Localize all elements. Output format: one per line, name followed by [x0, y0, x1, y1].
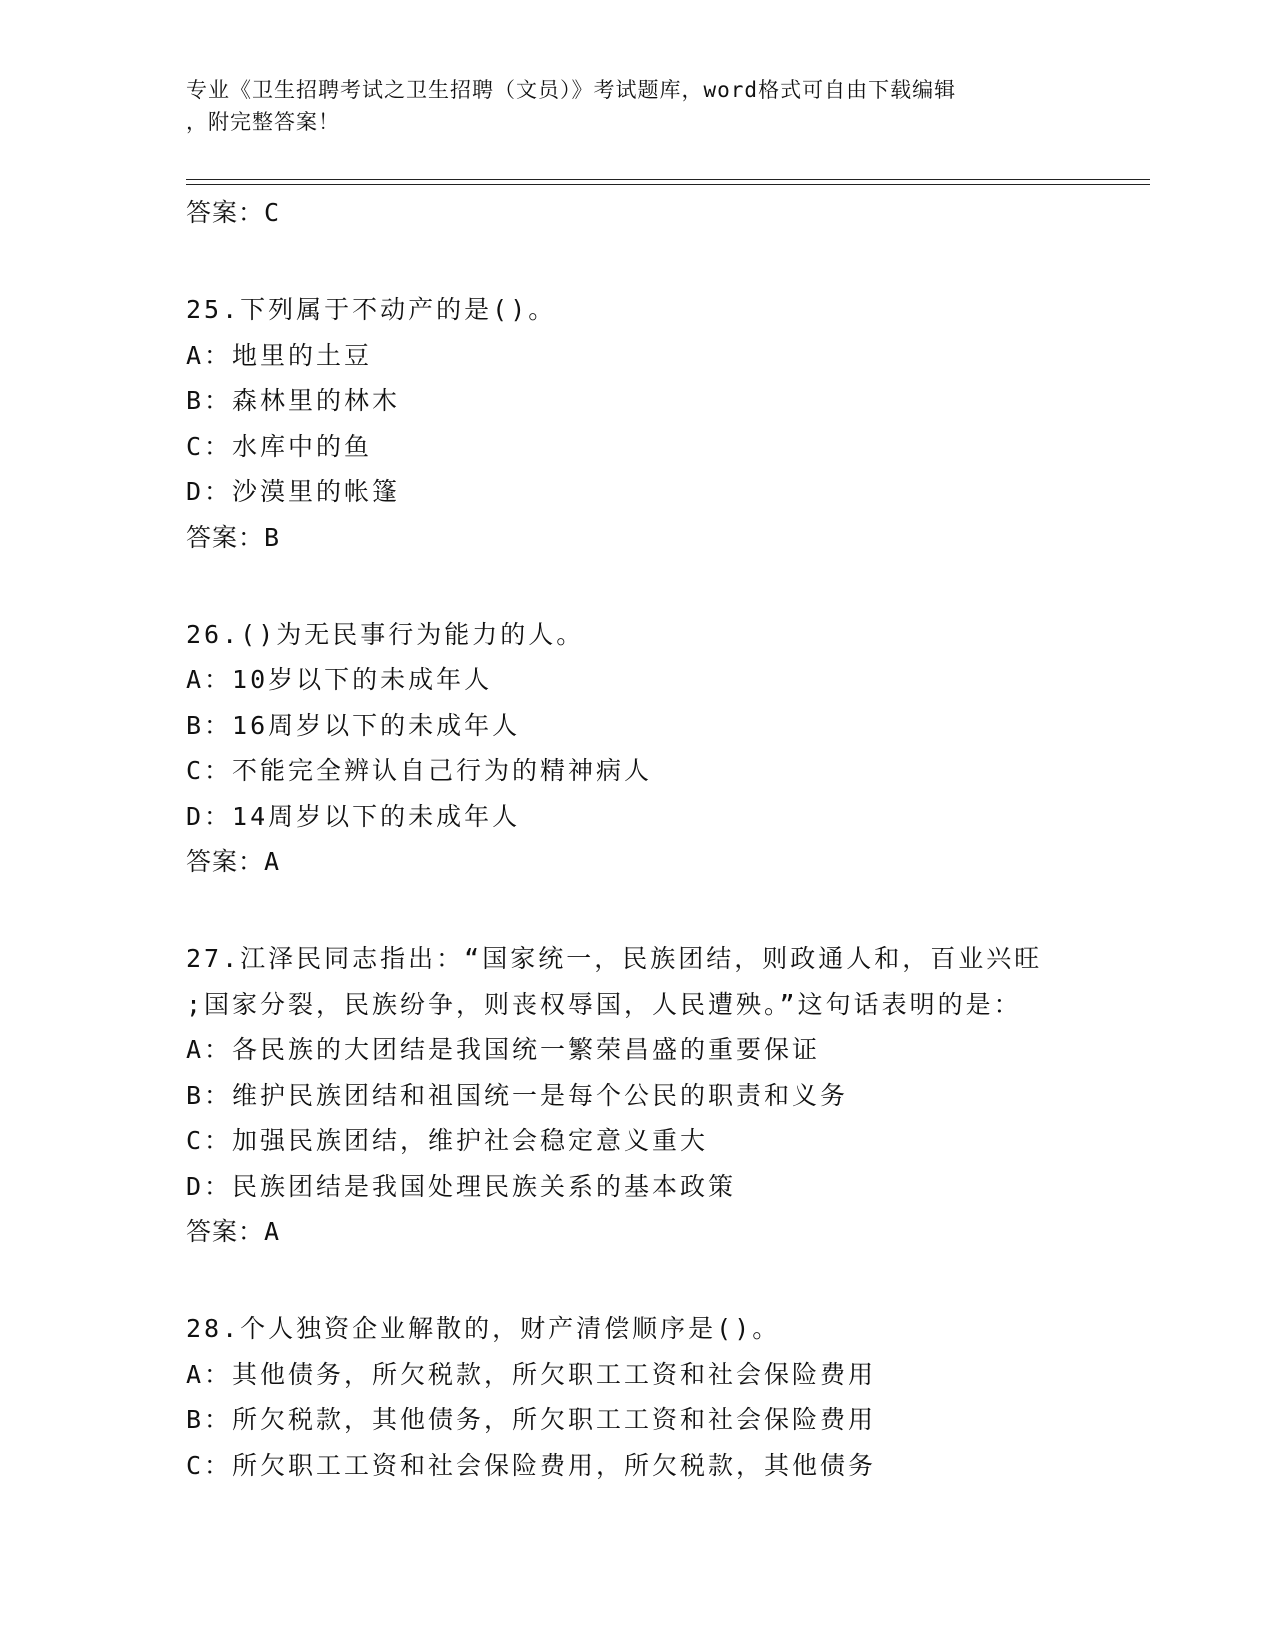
question-25 [186, 287, 1126, 560]
header-divider-bottom [186, 184, 1150, 185]
question-list [186, 190, 1126, 1488]
option-a: A：地里的土豆 [186, 340, 373, 370]
option-c: C：水库中的鱼 [186, 431, 373, 461]
answer-line [186, 190, 1126, 235]
spacer [186, 235, 1126, 287]
spacer [186, 1254, 1126, 1306]
spacer [186, 560, 1126, 612]
question-stem: 28.个人独资企业解散的，财产清偿顺序是()。 [186, 1314, 781, 1343]
answer-label: 答案： [186, 522, 265, 552]
option-d: D：民族团结是我国处理民族关系的基本政策 [186, 1171, 737, 1201]
option-c: C：所欠职工工资和社会保险费用，所欠税款，其他债务 [186, 1450, 877, 1480]
header-line-2: ，附完整答案！ [186, 110, 340, 134]
question-26 [186, 612, 1126, 885]
answer-line [186, 839, 1126, 884]
question-stem: 25.下列属于不动产的是()。 [186, 295, 557, 324]
answer-line [186, 515, 1126, 560]
question-28 [186, 1306, 1126, 1488]
option-c: C：加强民族团结，维护社会稳定意义重大 [186, 1126, 709, 1155]
spacer [186, 884, 1126, 936]
question-stem: 26.()为无民事行为能力的人。 [186, 619, 585, 649]
question-27 [186, 936, 1126, 1254]
answer-value: B [264, 522, 281, 552]
question-stem-continued: ;国家分裂，民族纷争，则丧权辱国，人民遭殃。”这句话表明的是： [186, 989, 1022, 1019]
option-b: B：森林里的林木 [186, 386, 401, 415]
answer-value: C [264, 198, 281, 227]
option-d: D：沙漠里的帐篷 [186, 477, 401, 506]
answer-label: 答案： [186, 1217, 265, 1246]
option-b: B：16周岁以下的未成年人 [186, 710, 521, 740]
option-d: D：14周岁以下的未成年人 [186, 801, 521, 831]
option-a: A：其他债务，所欠税款，所欠职工工资和社会保险费用 [186, 1359, 877, 1389]
answer-value: A [264, 847, 281, 876]
option-b: B：维护民族团结和祖国统一是每个公民的职责和义务 [186, 1080, 849, 1110]
document-header [186, 74, 1086, 138]
answer-label: 答案： [186, 847, 265, 876]
question-stem: 27.江泽民同志指出：“国家统一，民族团结，则政通人和，百业兴旺 [186, 944, 1043, 973]
option-b: B：所欠税款，其他债务，所欠职工工资和社会保险费用 [186, 1405, 877, 1434]
option-a: A：10岁以下的未成年人 [186, 665, 493, 694]
answer-value: A [264, 1217, 281, 1246]
answer-line [186, 1209, 1126, 1254]
header-line-1: 专业《卫生招聘考试之卫生招聘（文员）》考试题库，word格式可自由下载编辑 [186, 78, 957, 102]
option-c: C：不能完全辨认自己行为的精神病人 [186, 756, 653, 785]
header-divider-top [186, 179, 1150, 180]
answer-label: 答案： [186, 198, 265, 227]
option-a: A：各民族的大团结是我国统一繁荣昌盛的重要保证 [186, 1035, 821, 1064]
